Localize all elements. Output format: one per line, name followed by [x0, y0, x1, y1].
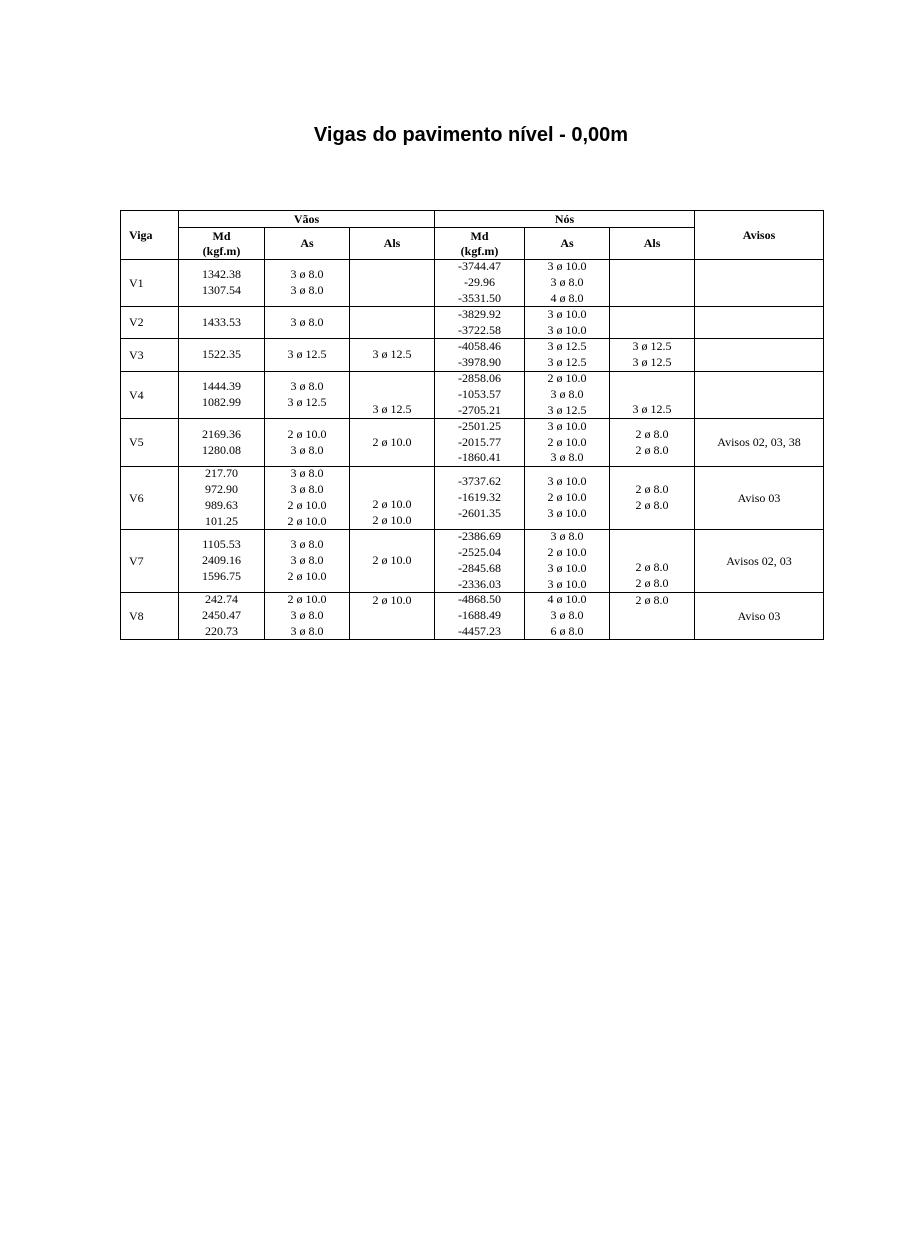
cell-value: 2 ø 8.0	[635, 426, 669, 441]
no-as-cell	[525, 260, 610, 307]
cell-value: -3829.92	[458, 306, 502, 321]
cell-value: 4 ø 8.0	[550, 290, 584, 305]
no-als-cell	[610, 339, 695, 372]
vao-als-cell	[350, 372, 435, 419]
vao-als-cell	[350, 593, 435, 640]
vao-md-cell	[179, 467, 265, 530]
cell-value: -4457.23	[458, 623, 502, 638]
cell-value: 3 ø 10.0	[547, 505, 587, 520]
no-as-cell	[525, 593, 610, 640]
cell-value: 3 ø 8.0	[550, 450, 584, 465]
cell-value: 3 ø 8.0	[290, 623, 324, 638]
no-as-cell	[525, 339, 610, 372]
cell-value: 3 ø 12.5	[547, 355, 587, 369]
cell-value: 3 ø 12.5	[632, 402, 672, 417]
cell-value: 242.74	[205, 592, 238, 607]
cell-value: -3978.90	[458, 355, 502, 369]
cell-value: 2 ø 10.0	[287, 426, 327, 441]
cell-value: 2 ø 8.0	[635, 560, 669, 575]
vigas-body	[121, 260, 824, 640]
cell-value: 2 ø 10.0	[372, 593, 412, 607]
vao-als-cell	[350, 467, 435, 530]
header-md-line2: (kgf.m)	[460, 243, 499, 258]
cell-value: 972.90	[205, 482, 238, 497]
cell-value: 101.25	[205, 513, 238, 528]
cell-value: 1522.35	[202, 347, 241, 362]
viga-cell: V1	[121, 260, 179, 307]
cell-value: 2 ø 10.0	[547, 434, 587, 449]
cell-value: 3 ø 8.0	[290, 537, 324, 552]
avisos-cell: Aviso 03	[695, 593, 824, 640]
cell-value: 4 ø 10.0	[547, 592, 587, 607]
header-md-line1: Md	[470, 228, 489, 243]
cell-value: -2501.25	[458, 418, 502, 433]
header-nos: Nós	[435, 211, 695, 228]
vao-md-cell	[179, 419, 265, 467]
table-row	[121, 419, 824, 467]
cell-value: 3 ø 8.0	[550, 608, 584, 623]
cell-value: 3 ø 10.0	[547, 576, 587, 591]
cell-value: 3 ø 8.0	[290, 379, 324, 394]
cell-value: 989.63	[205, 498, 238, 512]
cell-value: 2169.36	[202, 426, 241, 441]
viga-cell: V7	[121, 530, 179, 593]
cell-value: 2 ø 10.0	[372, 553, 412, 568]
table-row	[121, 339, 824, 372]
table-row	[121, 593, 824, 640]
cell-value: 2450.47	[202, 608, 241, 623]
vao-as-cell	[265, 419, 350, 467]
cell-value: 2 ø 10.0	[287, 513, 327, 528]
cell-value: 3 ø 12.5	[287, 395, 327, 409]
vao-md-cell	[179, 593, 265, 640]
viga-cell: V2	[121, 307, 179, 339]
header-nos-md	[435, 228, 525, 260]
cell-value: -2336.03	[458, 576, 502, 591]
cell-value: 2 ø 10.0	[372, 513, 412, 528]
cell-value: 3 ø 12.5	[372, 402, 412, 417]
header-avisos: Avisos	[695, 211, 824, 260]
cell-value: 1444.39	[202, 379, 241, 394]
no-as-cell	[525, 419, 610, 467]
cell-value: -1619.32	[458, 490, 502, 505]
no-md-cell	[435, 339, 525, 372]
avisos-cell	[695, 339, 824, 372]
cell-value: 3 ø 8.0	[290, 466, 324, 481]
viga-cell: V4	[121, 372, 179, 419]
avisos-cell: Aviso 03	[695, 467, 824, 530]
cell-value: 2 ø 10.0	[547, 490, 587, 505]
cell-value: 2 ø 10.0	[547, 371, 587, 386]
cell-value: 1596.75	[202, 568, 241, 583]
no-as-cell	[525, 467, 610, 530]
avisos-cell	[695, 260, 824, 307]
cell-value: -1860.41	[458, 450, 502, 465]
header-viga: Viga	[121, 211, 179, 260]
cell-value: 2 ø 10.0	[372, 497, 412, 512]
cell-value: 1307.54	[202, 283, 241, 297]
no-as-cell	[525, 530, 610, 593]
vao-md-cell	[179, 339, 265, 372]
viga-cell: V6	[121, 467, 179, 530]
header-md-line1: Md	[212, 228, 231, 243]
vao-als-cell	[350, 307, 435, 339]
cell-value: -3531.50	[458, 290, 502, 305]
vao-as-cell	[265, 372, 350, 419]
no-md-cell	[435, 260, 525, 307]
vao-as-cell	[265, 593, 350, 640]
cell-value: 3 ø 12.5	[632, 339, 672, 354]
cell-value: -2386.69	[458, 529, 502, 544]
no-als-cell	[610, 260, 695, 307]
cell-value: 3 ø 8.0	[290, 553, 324, 568]
cell-value: 3 ø 8.0	[290, 482, 324, 497]
cell-value: 1105.53	[202, 537, 241, 552]
avisos-cell	[695, 307, 824, 339]
cell-value: -2601.35	[458, 505, 502, 520]
table-row	[121, 260, 824, 307]
viga-cell: V5	[121, 419, 179, 467]
vao-md-cell	[179, 307, 265, 339]
no-as-cell	[525, 307, 610, 339]
vao-md-cell	[179, 530, 265, 593]
table-row	[121, 530, 824, 593]
cell-value: -4058.46	[458, 339, 502, 354]
vao-as-cell	[265, 467, 350, 530]
vao-as-cell	[265, 307, 350, 339]
no-md-cell	[435, 419, 525, 467]
cell-value: 2 ø 8.0	[635, 498, 669, 512]
no-md-cell	[435, 467, 525, 530]
cell-value: 1342.38	[202, 267, 241, 282]
vao-as-cell	[265, 530, 350, 593]
cell-value: -4868.50	[458, 592, 502, 607]
header-vaos-as: As	[265, 228, 350, 260]
cell-value: -3744.47	[458, 259, 502, 274]
cell-value: 2 ø 10.0	[287, 568, 327, 583]
avisos-cell: Avisos 02, 03, 38	[695, 419, 824, 467]
table-row	[121, 372, 824, 419]
no-md-cell	[435, 372, 525, 419]
no-als-cell	[610, 593, 695, 640]
cell-value: 1433.53	[202, 314, 241, 329]
cell-value: 3 ø 8.0	[290, 267, 324, 282]
cell-value: 3 ø 10.0	[547, 561, 587, 575]
cell-value: 2 ø 8.0	[635, 593, 669, 607]
viga-cell: V3	[121, 339, 179, 372]
header-nos-as: As	[525, 228, 610, 260]
vao-md-cell	[179, 260, 265, 307]
no-als-cell	[610, 467, 695, 530]
vao-md-cell	[179, 372, 265, 419]
vigas-table	[120, 210, 824, 640]
cell-value: 2 ø 10.0	[287, 592, 327, 607]
vao-as-cell	[265, 339, 350, 372]
cell-value: -29.96	[464, 275, 496, 290]
no-md-cell	[435, 593, 525, 640]
cell-value: 2 ø 10.0	[287, 498, 327, 512]
no-als-cell	[610, 419, 695, 467]
cell-value: 6 ø 8.0	[550, 623, 584, 638]
cell-value: 3 ø 10.0	[547, 418, 587, 433]
viga-cell: V8	[121, 593, 179, 640]
vao-als-cell	[350, 419, 435, 467]
header-vaos-md	[179, 228, 265, 260]
cell-value: 3 ø 8.0	[290, 314, 324, 329]
vao-als-cell	[350, 339, 435, 372]
cell-value: 3 ø 12.5	[547, 339, 587, 354]
cell-value: -2525.04	[458, 545, 502, 560]
cell-value: -2705.21	[458, 402, 502, 417]
cell-value: 1280.08	[202, 442, 241, 457]
cell-value: 3 ø 8.0	[290, 608, 324, 623]
header-nos-als: Als	[610, 228, 695, 260]
cell-value: 217.70	[205, 466, 238, 481]
cell-value: 2 ø 8.0	[635, 576, 669, 591]
page-title: Vigas do pavimento nível - 0,00m	[313, 124, 629, 146]
cell-value: -2858.06	[458, 371, 502, 386]
cell-value: 3 ø 8.0	[290, 283, 324, 297]
no-md-cell	[435, 530, 525, 593]
header-md-line2: (kgf.m)	[202, 243, 241, 258]
no-als-cell	[610, 530, 695, 593]
cell-value: 3 ø 12.5	[372, 347, 412, 362]
cell-value: 2 ø 8.0	[635, 442, 669, 457]
cell-value: 3 ø 8.0	[290, 442, 324, 457]
cell-value: 3 ø 12.5	[287, 347, 327, 362]
cell-value: 3 ø 8.0	[550, 387, 584, 402]
no-als-cell	[610, 307, 695, 339]
cell-value: 3 ø 8.0	[550, 529, 584, 544]
cell-value: 220.73	[205, 623, 238, 638]
table-row	[121, 307, 824, 339]
cell-value: 1082.99	[202, 395, 241, 409]
cell-value: 3 ø 10.0	[547, 474, 587, 489]
cell-value: -1688.49	[458, 608, 502, 623]
cell-value: 3 ø 8.0	[550, 275, 584, 290]
cell-value: -2845.68	[458, 561, 502, 575]
cell-value: 3 ø 12.5	[547, 402, 587, 417]
vao-as-cell	[265, 260, 350, 307]
cell-value: 3 ø 12.5	[632, 355, 672, 369]
cell-value: -1053.57	[458, 387, 502, 402]
no-md-cell	[435, 307, 525, 339]
cell-value: 3 ø 10.0	[547, 322, 587, 337]
cell-value: 2 ø 10.0	[547, 545, 587, 560]
cell-value: -3737.62	[458, 474, 502, 489]
table-row	[121, 467, 824, 530]
cell-value: 2 ø 8.0	[635, 482, 669, 497]
no-as-cell	[525, 372, 610, 419]
cell-value: 3 ø 10.0	[547, 306, 587, 321]
header-vaos: Vãos	[179, 211, 435, 228]
cell-value: -2015.77	[458, 434, 502, 449]
cell-value: -3722.58	[458, 322, 502, 337]
vao-als-cell	[350, 260, 435, 307]
cell-value: 2 ø 10.0	[372, 434, 412, 449]
no-als-cell	[610, 372, 695, 419]
cell-value: 2409.16	[202, 553, 241, 568]
header-vaos-als: Als	[350, 228, 435, 260]
cell-value: 3 ø 10.0	[547, 259, 587, 274]
avisos-cell	[695, 372, 824, 419]
avisos-cell: Avisos 02, 03	[695, 530, 824, 593]
vao-als-cell	[350, 530, 435, 593]
